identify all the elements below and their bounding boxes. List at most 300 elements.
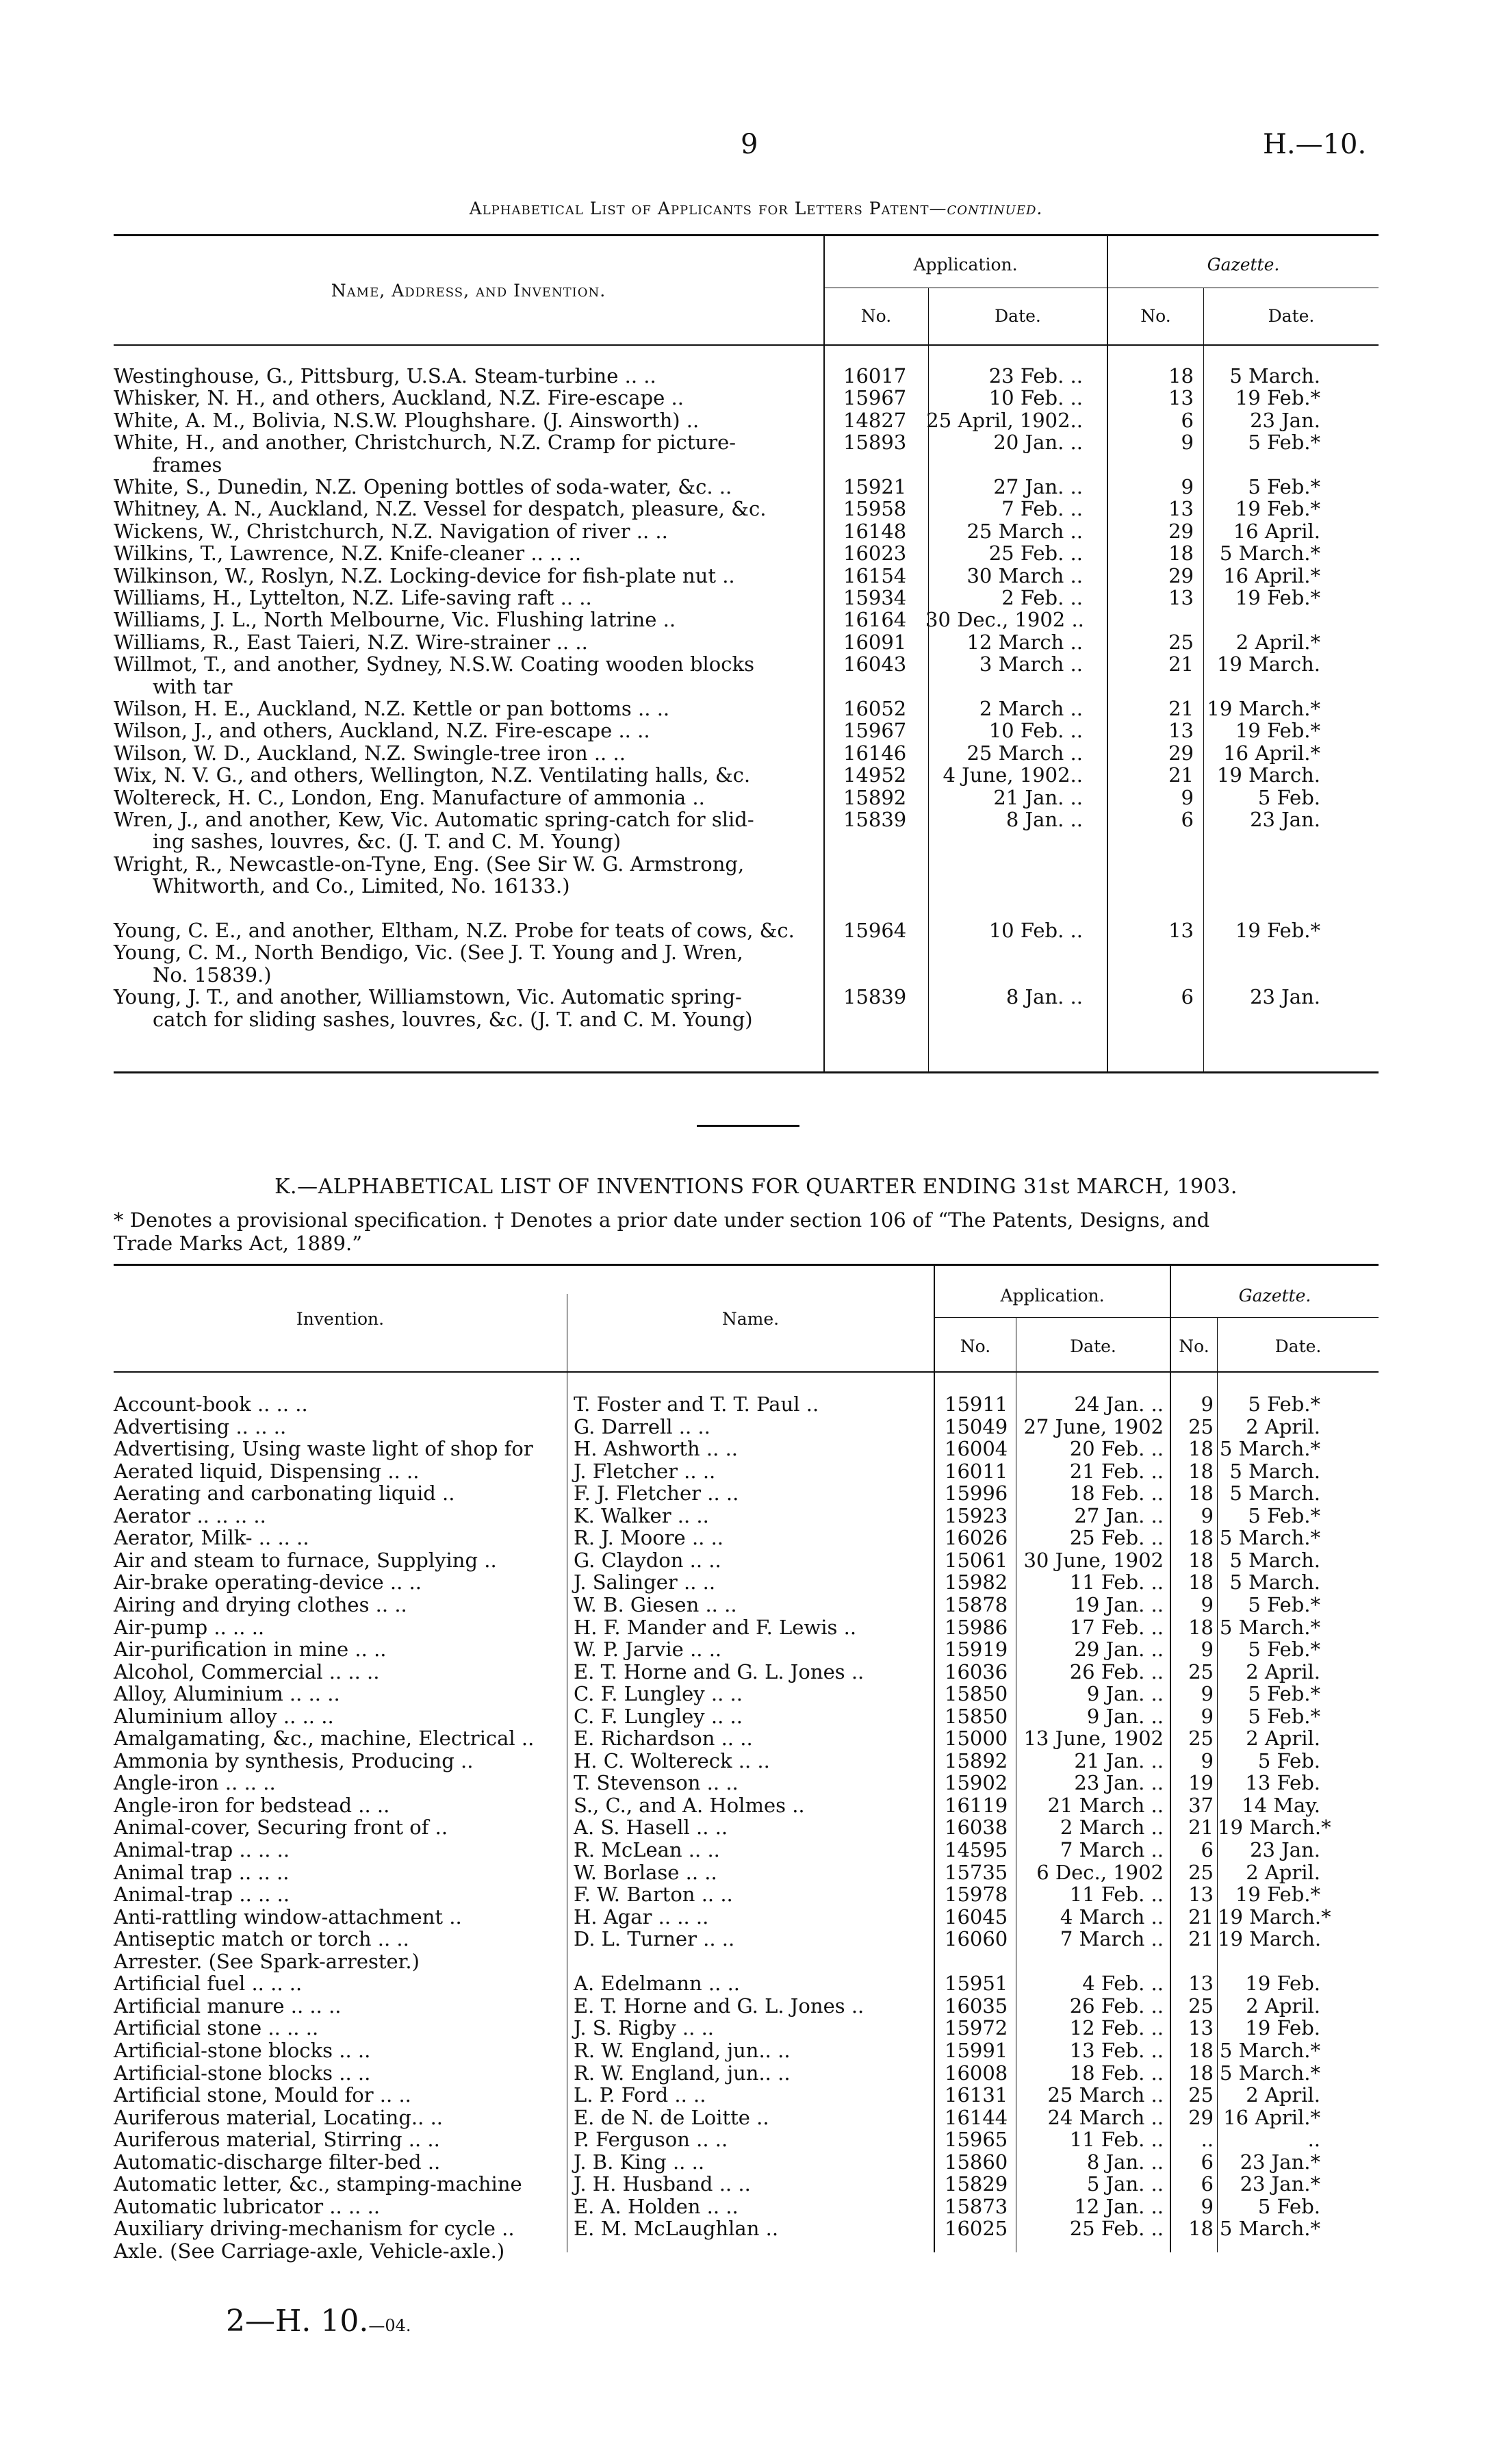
gazette-date: 19 March.	[1218, 1927, 1322, 1951]
application-date: 8 Jan. ..	[1005, 985, 1083, 1009]
application-date: 11 Feb. ..	[1069, 2128, 1164, 2152]
gazette-no: 18	[1188, 1570, 1214, 1594]
application-no: 16045	[945, 1905, 1008, 1929]
gazette-date: 5 Feb.*	[1248, 431, 1320, 455]
gazette-no: 18	[1188, 1437, 1214, 1461]
gazette-no: 25	[1188, 1860, 1214, 1884]
gazette-no: 9	[1181, 475, 1194, 498]
invention-text: Advertising, Using waste light of shop for	[114, 1437, 533, 1461]
applicant-text: frames	[153, 453, 222, 476]
gazette-no: 9	[1181, 785, 1194, 809]
application-no: 16036	[945, 1659, 1008, 1683]
invention-text: Air-brake operating-device .. ..	[114, 1570, 422, 1594]
application-no: 16164	[843, 608, 907, 632]
inventor-name: D. L. Turner .. ..	[574, 1927, 735, 1951]
application-no: 16060	[945, 1927, 1008, 1951]
gazette-date: 19 Feb.*	[1235, 919, 1320, 942]
gazette-no: 9	[1201, 1748, 1214, 1772]
applicant-text: Whitworth, and Co., Limited, No. 16133.)	[153, 874, 570, 898]
gazette-date: 5 Feb.	[1257, 2194, 1320, 2218]
invention-text: Amalgamating, &c., machine, Electrical ..	[114, 1727, 535, 1751]
inventor-name: W. B. Giesen .. ..	[574, 1592, 737, 1616]
invention-text: Automatic letter, &c., stamping-machine	[114, 2172, 522, 2196]
application-date: 23 Feb. ..	[988, 364, 1083, 387]
gazette-date: 19 Feb.*	[1235, 586, 1320, 609]
applicant-text: ing sashes, louvres, &c. (J. T. and C. M. Young)	[153, 830, 622, 854]
application-no: 15902	[945, 1771, 1008, 1795]
gazette-date: 5 March.*	[1219, 2061, 1320, 2085]
inventor-name: L. P. Ford .. ..	[574, 2083, 706, 2107]
application-date: 10 Feb. ..	[988, 719, 1083, 743]
applicant-text: Wix, N. V. G., and others, Wellington, N.Z. Ventilating halls, &c.	[114, 763, 751, 787]
table1-col-gaz-no: No.	[1140, 306, 1171, 326]
invention-text: Artificial-stone blocks .. ..	[114, 2038, 371, 2062]
application-no: 15964	[843, 919, 907, 942]
application-no: 15911	[945, 1392, 1008, 1416]
gazette-no: 9	[1201, 1638, 1214, 1662]
inventor-name: P. Ferguson .. ..	[574, 2128, 728, 2152]
gazette-no: 6	[1181, 408, 1194, 432]
gazette-date: 2 April.	[1246, 1860, 1320, 1884]
gazette-date: 19 March.	[1216, 652, 1320, 676]
gazette-date: 19 Feb.	[1245, 2016, 1320, 2040]
application-date: 25 April, 1902..	[926, 408, 1083, 432]
inventor-name: E. T. Horne and G. L. Jones ..	[574, 1659, 864, 1683]
inventor-name: H. C. Woltereck .. ..	[574, 1748, 770, 1772]
gazette-date: 23 Jan.	[1250, 985, 1320, 1009]
application-no: 15982	[945, 1570, 1008, 1594]
invention-text: Aerator .. .. .. ..	[114, 1503, 266, 1527]
gazette-no: 6	[1201, 2172, 1214, 2196]
gazette-date: 2 April.	[1246, 1414, 1320, 1438]
application-date: 2 March ..	[979, 697, 1083, 720]
gazette-date: 19 Feb.*	[1235, 386, 1320, 410]
application-date: 7 March ..	[1060, 1838, 1164, 1861]
application-no: 15850	[945, 1682, 1008, 1706]
invention-text: Animal-trap .. .. ..	[114, 1883, 290, 1907]
application-date: 20 Feb. ..	[1069, 1437, 1164, 1461]
application-no: 15000	[945, 1727, 1008, 1751]
invention-text: Airing and drying clothes .. ..	[114, 1592, 407, 1616]
invention-text: Anti-rattling window-attachment ..	[114, 1905, 462, 1929]
invention-text: Aerated liquid, Dispensing .. ..	[114, 1459, 420, 1483]
gazette-date: 2 April.	[1246, 1659, 1320, 1683]
inventor-name: J. H. Husband .. ..	[574, 2172, 751, 2196]
invention-text: Air-pump .. .. ..	[114, 1615, 265, 1639]
table1-col-application: Application.	[913, 255, 1018, 275]
gazette-date: 16 April.*	[1223, 563, 1320, 587]
application-no: 16148	[843, 519, 907, 543]
application-no: 15893	[843, 431, 907, 455]
application-date: 25 Feb. ..	[988, 542, 1083, 565]
gazette-no: 25	[1188, 2083, 1214, 2107]
application-date: 7 Feb. ..	[1001, 497, 1083, 521]
invention-text: Aerating and carbonating liquid ..	[114, 1481, 455, 1505]
inventor-name: S., C., and A. Holmes ..	[574, 1793, 805, 1817]
application-date: 29 Jan. ..	[1074, 1638, 1164, 1662]
application-date: 25 March ..	[966, 519, 1083, 543]
gazette-no: 29	[1188, 2105, 1214, 2129]
inventor-name: J. B. King .. ..	[574, 2150, 705, 2174]
footer-mark	[226, 2304, 411, 2339]
inventor-name: E. T. Horne and G. L. Jones ..	[574, 1994, 864, 2018]
application-date: 26 Feb. ..	[1069, 1994, 1164, 2018]
application-no: 16017	[843, 364, 907, 387]
application-no: 15049	[945, 1414, 1008, 1438]
gazette-date: 19 March.*	[1218, 1816, 1331, 1840]
application-date: 8 Jan. ..	[1005, 808, 1083, 831]
gazette-no: 37	[1188, 1793, 1214, 1817]
applicant-text: Williams, J. L., North Melbourne, Vic. Flushing latrine ..	[114, 608, 676, 632]
gazette-date: 5 Feb.*	[1248, 1638, 1320, 1662]
applicant-text: catch for sliding sashes, louvres, &c. (J. T. and C. M. Young)	[153, 1007, 753, 1031]
gazette-date: 5 March.*	[1219, 2217, 1320, 2241]
application-no: 15919	[945, 1638, 1008, 1662]
application-date: 9 Jan. ..	[1086, 1704, 1164, 1728]
table2-subhead-rule	[935, 1317, 1170, 1318]
gazette-date: 19 Feb.*	[1235, 497, 1320, 521]
gazette-date: 23 Jan.*	[1240, 2172, 1320, 2196]
gazette-date: 5 March.	[1229, 364, 1320, 387]
invention-text: Auriferous material, Locating.. ..	[114, 2105, 444, 2129]
gazette-date: 5 March.*	[1219, 542, 1320, 565]
table2-col-gaz-no: No.	[1179, 1336, 1209, 1356]
application-date: 9 Jan. ..	[1086, 1682, 1164, 1706]
application-no: 15892	[945, 1748, 1008, 1772]
invention-text: Air and steam to furnace, Supplying ..	[114, 1548, 497, 1572]
gazette-no: 19	[1188, 1771, 1214, 1795]
invention-text: Artificial stone, Mould for .. ..	[114, 2083, 411, 2107]
table2-col-app-date: Date.	[1070, 1336, 1116, 1356]
applicant-text: Wren, J., and another, Kew, Vic. Automatic spring-catch for slid-	[114, 808, 754, 831]
application-date: 25 March ..	[1047, 2083, 1164, 2107]
application-no: 16038	[945, 1816, 1008, 1840]
gazette-no: 9	[1201, 2194, 1214, 2218]
applicant-text: Young, J. T., and another, Williamstown, Vic. Automatic spring-	[114, 985, 742, 1009]
gazette-date: 19 March.*	[1207, 697, 1320, 720]
invention-text: Artificial manure .. .. ..	[114, 1994, 342, 2018]
application-no: 15923	[945, 1503, 1008, 1527]
application-date: 30 June, 1902	[1023, 1548, 1164, 1572]
gazette-date: 5 March.	[1229, 1459, 1320, 1483]
application-no: 16043	[843, 652, 907, 676]
gazette-no: 13	[1168, 919, 1194, 942]
gazette-date: 13 Feb.	[1245, 1771, 1320, 1795]
table1-title-continued: continued.	[947, 199, 1043, 218]
invention-text: Ammonia by synthesis, Producing ..	[114, 1748, 474, 1772]
gazette-no: 9	[1201, 1682, 1214, 1706]
invention-text: Auxiliary driving-mechanism for cycle ..	[114, 2217, 515, 2241]
application-no: 16154	[843, 563, 907, 587]
application-date: 24 March ..	[1047, 2105, 1164, 2129]
application-date: 8 Jan. ..	[1086, 2150, 1164, 2174]
application-date: 26 Feb. ..	[1069, 1659, 1164, 1683]
gazette-date: 5 Feb.*	[1248, 1592, 1320, 1616]
invention-text: Animal trap .. .. ..	[114, 1860, 290, 1884]
applicant-text: Williams, R., East Taieri, N.Z. Wire-strainer .. ..	[114, 630, 588, 654]
inventor-name: E. A. Holden .. ..	[574, 2194, 739, 2218]
application-no: 14827	[843, 408, 907, 432]
gazette-no: 18	[1168, 364, 1194, 387]
application-date: 10 Feb. ..	[988, 386, 1083, 410]
applicant-text: Wilson, H. E., Auckland, N.Z. Kettle or pan bottoms .. ..	[114, 697, 670, 720]
applicant-text: with tar	[153, 674, 233, 698]
gazette-date: 5 Feb.	[1257, 1748, 1320, 1772]
application-no: 16146	[843, 741, 907, 765]
gazette-date: 23 Jan.	[1250, 1838, 1320, 1861]
application-date: 25 Feb. ..	[1069, 2217, 1164, 2241]
invention-text: Artificial fuel .. .. ..	[114, 1972, 303, 1996]
gazette-no: 9	[1201, 1392, 1214, 1416]
gazette-date: 5 March.	[1229, 1548, 1320, 1572]
invention-text: Automatic-discharge filter-bed ..	[114, 2150, 441, 2174]
inventor-name: E. de N. de Loitte ..	[574, 2105, 769, 2129]
gazette-date: 2 April.	[1246, 1727, 1320, 1751]
application-no: 16144	[945, 2105, 1008, 2129]
applicant-text: Wilson, J., and others, Auckland, N.Z. Fire-escape .. ..	[114, 719, 650, 743]
application-date: 23 Jan. ..	[1074, 1771, 1164, 1795]
application-date: 17 Feb. ..	[1069, 1615, 1164, 1639]
gazette-date: 23 Jan.*	[1240, 2150, 1320, 2174]
application-no: 15839	[843, 985, 907, 1009]
applicant-text: Wilkins, T., Lawrence, N.Z. Knife-cleaner .. .. ..	[114, 542, 582, 565]
application-date: 21 Jan. ..	[993, 785, 1083, 809]
inventor-name: G. Darrell .. ..	[574, 1414, 710, 1438]
gazette-date: 5 March.	[1229, 1481, 1320, 1505]
gazette-no: 13	[1188, 2016, 1214, 2040]
invention-text: Aluminium alloy .. .. ..	[114, 1704, 334, 1728]
gazette-date: 5 Feb.*	[1248, 1392, 1320, 1416]
application-no: 15921	[843, 475, 907, 498]
application-date: 21 Jan. ..	[1074, 1748, 1164, 1772]
gazette-date: 16 April.	[1233, 519, 1320, 543]
gazette-no: 9	[1201, 1704, 1214, 1728]
table2-col-gaz-date: Date.	[1274, 1336, 1322, 1356]
applicant-text: Wilson, W. D., Auckland, N.Z. Swingle-tree iron .. ..	[114, 741, 626, 765]
gazette-no: 25	[1188, 1414, 1214, 1438]
invention-text: Auriferous material, Stirring .. ..	[114, 2128, 440, 2152]
gazette-date: 23 Jan.	[1250, 408, 1320, 432]
inventor-name: R. W. England, jun.. ..	[574, 2038, 791, 2062]
applicant-text: Young, C. E., and another, Eltham, N.Z. Probe for teats of cows, &c.	[114, 919, 795, 942]
invention-text: Air-purification in mine .. ..	[114, 1638, 387, 1662]
inventor-name: F. W. Barton .. ..	[574, 1883, 733, 1907]
gazette-no: 9	[1201, 1592, 1214, 1616]
table2-note-line2: Trade Marks Act, 1889.”	[114, 1232, 363, 1255]
gazette-no: 13	[1168, 719, 1194, 743]
gazette-no: 13	[1168, 497, 1194, 521]
application-date: 25 March ..	[966, 741, 1083, 765]
table2-subhead-rule	[1171, 1317, 1379, 1318]
gazette-no: 21	[1188, 1905, 1214, 1929]
inventor-name: J. Fletcher .. ..	[574, 1459, 716, 1483]
application-date: 13 Feb. ..	[1069, 2038, 1164, 2062]
table1-col-gazette: Gazette.	[1207, 255, 1280, 275]
table1-title-main: Alphabetical List of Applicants for Letters Patent—	[469, 199, 947, 218]
gazette-date: 5 March.*	[1219, 1437, 1320, 1461]
application-date: 27 June, 1902	[1023, 1414, 1164, 1438]
inventor-name: H. Agar .. .. ..	[574, 1905, 709, 1929]
application-date: 2 Feb. ..	[1001, 586, 1083, 609]
application-no: 14595	[945, 1838, 1008, 1861]
inventor-name: J. S. Rigby .. ..	[574, 2016, 715, 2040]
gazette-no: 18	[1188, 2061, 1214, 2085]
table2-col-name: Name.	[721, 1309, 780, 1329]
applicant-text: Wilkinson, W., Roslyn, N.Z. Locking-device for fish-plate nut ..	[114, 563, 735, 587]
table2-col-app-no: No.	[960, 1336, 991, 1356]
application-date: 10 Feb. ..	[988, 919, 1083, 942]
gazette-date: 5 Feb.*	[1248, 1503, 1320, 1527]
table2-col-invention: Invention.	[296, 1309, 385, 1329]
invention-text: Artificial stone .. .. ..	[114, 2016, 319, 2040]
inventor-name: R. W. England, jun.. ..	[574, 2061, 791, 2085]
application-no: 15735	[945, 1860, 1008, 1884]
gazette-no: ..	[1201, 2128, 1214, 2152]
gazette-date: 23 Jan.	[1250, 808, 1320, 831]
invention-text: Aerator, Milk- .. .. ..	[114, 1526, 309, 1550]
gazette-date: 16 April.*	[1223, 2105, 1320, 2129]
gazette-no: 6	[1201, 2150, 1214, 2174]
application-no: 16119	[945, 1793, 1008, 1817]
gazette-date: 19 March.	[1216, 763, 1320, 787]
gazette-date: 19 Feb.	[1245, 1972, 1320, 1996]
inventor-name: F. J. Fletcher .. ..	[574, 1481, 739, 1505]
gazette-no: 18	[1168, 542, 1194, 565]
applicant-text: Wright, R., Newcastle-on-Tyne, Eng. (See Sir W. G. Armstrong,	[114, 852, 745, 876]
gazette-no: 29	[1168, 519, 1194, 543]
inventor-name: H. F. Mander and F. Lewis ..	[574, 1615, 857, 1639]
gazette-date: 5 Feb.*	[1248, 475, 1320, 498]
application-no: 16004	[945, 1437, 1008, 1461]
application-no: 15965	[945, 2128, 1008, 2152]
gazette-no: 13	[1188, 1883, 1214, 1907]
application-no: 15829	[945, 2172, 1008, 2196]
invention-text: Animal-trap .. .. ..	[114, 1838, 290, 1861]
table2-col-gazette: Gazette.	[1238, 1286, 1311, 1306]
application-date: 20 Jan. ..	[993, 431, 1083, 455]
application-date: 6 Dec., 1902	[1036, 1860, 1164, 1884]
inventor-name: A. S. Hasell .. ..	[574, 1816, 728, 1840]
application-date: 24 Jan. ..	[1074, 1392, 1164, 1416]
inventor-name: W. Borlase .. ..	[574, 1860, 717, 1884]
table1-col-gaz-date: Date.	[1268, 306, 1315, 326]
gazette-no: 18	[1188, 2038, 1214, 2062]
invention-text: Angle-iron .. .. ..	[114, 1771, 276, 1795]
application-date: 25 Feb. ..	[1069, 1526, 1164, 1550]
application-no: 15850	[945, 1704, 1008, 1728]
application-no: 16131	[945, 2083, 1008, 2107]
gazette-date: 2 April.	[1246, 1994, 1320, 2018]
gazette-date: 2 April.*	[1235, 630, 1320, 654]
gazette-no: 25	[1188, 1727, 1214, 1751]
gazette-no: 21	[1168, 697, 1194, 720]
gazette-date: 19 Feb.*	[1235, 1883, 1320, 1907]
gazette-no: 29	[1168, 741, 1194, 765]
application-date: 12 Jan. ..	[1074, 2194, 1164, 2218]
invention-text: Account-book .. .. ..	[114, 1392, 308, 1416]
application-no: 15986	[945, 1615, 1008, 1639]
invention-text: Alloy, Aluminium .. .. ..	[114, 1682, 340, 1706]
gazette-no: 6	[1181, 808, 1194, 831]
invention-text: Animal-cover, Securing front of ..	[114, 1816, 448, 1840]
applicant-text: Young, C. M., North Bendigo, Vic. (See J. T. Young and J. Wren,	[114, 941, 743, 965]
gazette-date: 16 April.*	[1223, 741, 1320, 765]
application-date: 4 Feb. ..	[1082, 1972, 1164, 1996]
applicant-text: Wickens, W., Christchurch, N.Z. Navigation of river .. ..	[114, 519, 668, 543]
invention-text: Automatic lubricator .. .. ..	[114, 2194, 381, 2218]
application-no: 15873	[945, 2194, 1008, 2218]
gazette-no: 9	[1181, 431, 1194, 455]
gazette-no: 18	[1188, 1481, 1214, 1505]
application-no: 16008	[945, 2061, 1008, 2085]
application-date: 4 March ..	[1060, 1905, 1164, 1929]
application-no: 16025	[945, 2217, 1008, 2241]
application-date: 21 March ..	[1047, 1793, 1164, 1817]
application-no: 15991	[945, 2038, 1008, 2062]
application-no: 15967	[843, 386, 907, 410]
application-no: 15860	[945, 2150, 1008, 2174]
application-no: 15878	[945, 1592, 1008, 1616]
inventor-name: G. Claydon .. ..	[574, 1548, 721, 1572]
table2-title: K.—ALPHABETICAL LIST OF INVENTIONS FOR QUARTER ENDING 31st MARCH, 1903.	[274, 1175, 1238, 1199]
application-no: 15061	[945, 1548, 1008, 1572]
application-no: 15996	[945, 1481, 1008, 1505]
inventor-name: R. J. Moore .. ..	[574, 1526, 724, 1550]
gazette-date: 19 March.*	[1218, 1905, 1331, 1929]
application-no: 15951	[945, 1972, 1008, 1996]
application-no: 16052	[843, 697, 907, 720]
table1-col-app-no: No.	[860, 306, 892, 326]
gazette-no: 21	[1168, 652, 1194, 676]
applicant-text: White, A. M., Bolivia, N.S.W. Ploughshare. (J. Ainsworth) ..	[114, 408, 700, 432]
inventor-name: T. Stevenson .. ..	[574, 1771, 739, 1795]
applicant-text: Whisker, N. H., and others, Auckland, N.Z. Fire-escape ..	[114, 386, 684, 410]
invention-text: Artificial-stone blocks .. ..	[114, 2061, 371, 2085]
inventor-name: E. Richardson .. ..	[574, 1727, 753, 1751]
application-date: 21 Feb. ..	[1069, 1459, 1164, 1483]
applicant-text: White, H., and another, Christchurch, N.Z. Cramp for picture-	[114, 431, 736, 455]
page-number: 9	[741, 129, 758, 160]
table1-col-name: Name, Address, and Invention.	[331, 281, 606, 301]
applicant-text: Westinghouse, G., Pittsburg, U.S.A. Steam-turbine .. ..	[114, 364, 656, 387]
gazette-no: 18	[1188, 1526, 1214, 1550]
application-no: 16023	[843, 542, 907, 565]
application-no: 16091	[843, 630, 907, 654]
applicant-text: No. 15839.)	[153, 963, 272, 987]
application-date: 30 March ..	[966, 563, 1083, 587]
gazette-date: 5 Feb.	[1257, 785, 1320, 809]
application-no: 15978	[945, 1883, 1008, 1907]
application-date: 27 Jan. ..	[993, 475, 1083, 498]
gazette-no: 18	[1188, 2217, 1214, 2241]
gazette-no: 29	[1168, 563, 1194, 587]
application-date: 18 Feb. ..	[1069, 1481, 1164, 1505]
application-no: 16026	[945, 1526, 1008, 1550]
application-date: 3 March ..	[979, 652, 1083, 676]
inventor-name: J. Salinger .. ..	[574, 1570, 716, 1594]
application-date: 7 March ..	[1060, 1927, 1164, 1951]
gazette-no: 9	[1201, 1503, 1214, 1527]
gazette-date: 5 March.*	[1219, 2038, 1320, 2062]
inventor-name: E. M. McLaughlan ..	[574, 2217, 779, 2241]
inventor-name: W. P. Jarvie .. ..	[574, 1638, 722, 1662]
gazette-no: 25	[1168, 630, 1194, 654]
applicant-text: Williams, H., Lyttelton, N.Z. Life-saving raft .. ..	[114, 586, 592, 609]
application-no: 16035	[945, 1994, 1008, 2018]
application-date: 27 Jan. ..	[1074, 1503, 1164, 1527]
applicant-text: White, S., Dunedin, N.Z. Opening bottles of soda-water, &c. ..	[114, 475, 732, 498]
application-date: 30 Dec., 1902 ..	[925, 608, 1084, 632]
